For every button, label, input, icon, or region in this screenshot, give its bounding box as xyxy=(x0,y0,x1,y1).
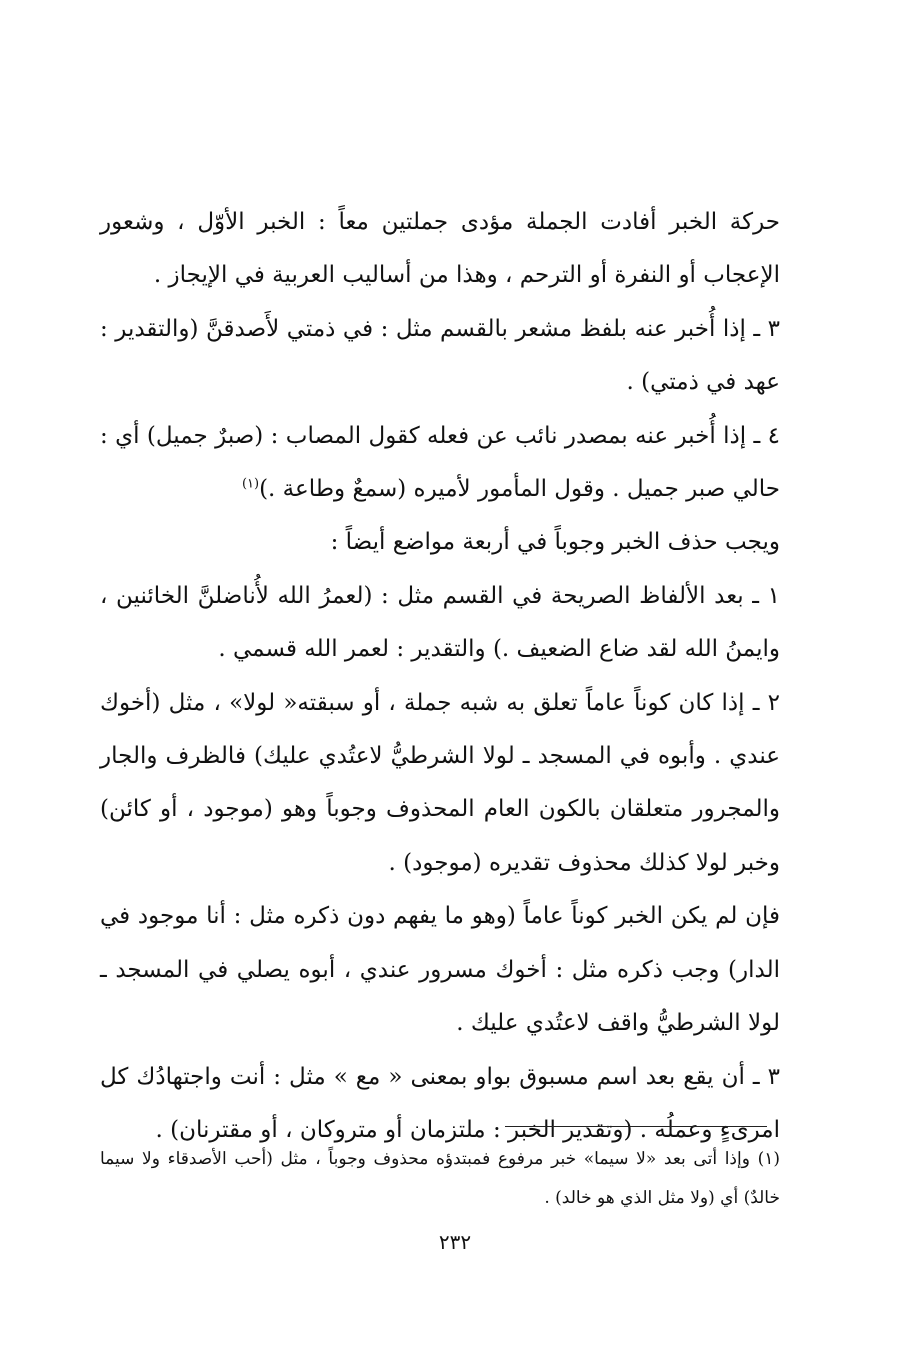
footnote-1: (١) وإذا أتى بعد «لا سيما» خبر مرفوع فمبتدؤه محذوف وجوباً ، مثل (أحب الأصدقاء ولا سيما خالدٌ) أي (ولا مثل الذي هو خالد) . xyxy=(100,1149,780,1208)
paragraph-7: فإن لم يكن الخبر كوناً عاماً (وهو ما يفهم دون ذكره مثل : أنا موجود في الدار) وجب ذكره مثل : أخوك مسرور عندي ، أبوه يصلي في المسجد ـ لولا الشرطيُّ واقف لاعتُدي عليك . xyxy=(100,903,780,1037)
paragraph-2: ٣ ـ إذا أُخبر عنه بلفظ مشعر بالقسم مثل : في ذمتي لأَصدقنَّ (والتقدير : عهد في ذمتي) . xyxy=(100,315,780,396)
page-number: ٢٣٢ xyxy=(438,1230,472,1254)
paragraph-3 xyxy=(100,410,780,517)
paragraph-8: ٣ ـ أن يقع بعد اسم مسبوق بواو بمعنى « مع » مثل : أنت واجتهادُك كل امرىءٍ وعملُه . (وتقدير الخبر : ملتزمان أو متروكان ، أو مقترنان) . xyxy=(100,1063,780,1143)
paragraph-5: ١ ـ بعد الألفاظ الصريحة في القسم مثل : (لعمرُ الله لأُناضلنَّ الخائنين ، وايمنُ الله لقد ضاع الضعيف .) والتقدير : لعمر الله قسمي . xyxy=(100,582,780,663)
paragraph-3-text: ٤ ـ إذا أُخبر عنه بمصدر نائب عن فعله كقول المصاب : (صبرٌ جميل) أي : حالي صبر جميل . وقول المأمور لأميره (سمعٌ وطاعة .) xyxy=(100,422,780,503)
paragraph-1: حركة الخبر أفادت الجملة مؤدى جملتين معاً : الخبر الأوّل ، وشعور الإعجاب أو النفرة أو الترحم ، وهذا من أساليب العربية في الإيجاز . xyxy=(100,209,780,289)
footnotes xyxy=(100,1140,780,1218)
footnote-divider xyxy=(505,1126,767,1127)
paragraph-4: ويجب حذف الخبر وجوباً في أربعة مواضع أيضاً : xyxy=(330,529,780,556)
paragraph-6: ٢ ـ إذا كان كوناً عاماً تعلق به شبه جملة ، أو سبقته« لولا» ، مثل (أخوك عندي . وأبوه في المسجد ـ لولا الشرطيُّ لاعتُدي عليك) فالظرف والجار والمجرور متعلقان بالكون العام المحذوف وجوباً وهو (موجود ، أو كائن) وخبر لولا كذلك محذوف تقديره (موجود) . xyxy=(100,689,780,876)
main-text xyxy=(100,196,780,1157)
footnote-reference[interactable]: (١) xyxy=(241,476,260,492)
